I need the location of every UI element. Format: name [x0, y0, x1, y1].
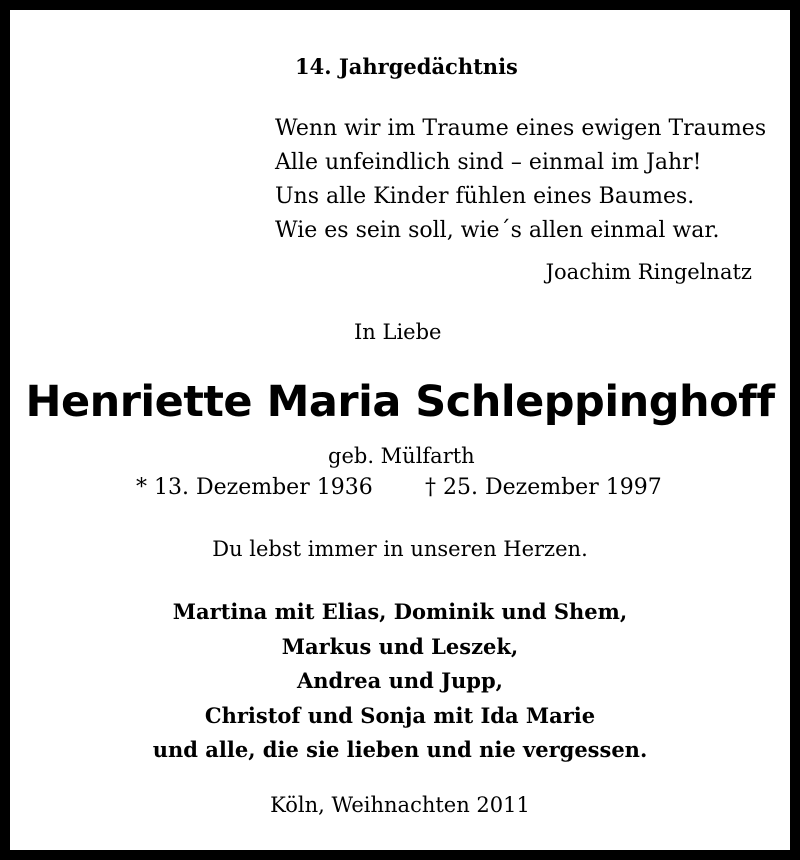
- in-love-phrase: In Liebe: [354, 320, 442, 344]
- poem-line: Uns alle Kinder fühlen eines Baumes.: [275, 184, 695, 209]
- anniversary-heading: 14. Jahrgedächtnis: [295, 54, 518, 79]
- poem-line: Alle unfeindlich sind – einmal im Jahr!: [275, 150, 702, 175]
- poem-line: Wenn wir im Traume eines ewigen Traumes: [275, 116, 767, 141]
- place-and-date: Köln, Weihnachten 2011: [270, 793, 530, 817]
- poem-author: Joachim Ringelnatz: [545, 260, 752, 284]
- deceased-name: Henriette Maria Schleppinghoff: [25, 377, 775, 427]
- mourner-line: Martina mit Elias, Dominik und Shem,: [172, 599, 628, 624]
- mourner-line: und alle, die sie lieben und nie vergessen.: [152, 737, 648, 762]
- memorial-motto: Du lebst immer in unseren Herzen.: [212, 537, 588, 561]
- birth-date: * 13. Dezember 1936: [136, 475, 373, 500]
- maiden-name: geb. Mülfarth: [328, 444, 475, 468]
- mourner-line: Andrea und Jupp,: [296, 668, 503, 693]
- mourners-list: [10, 595, 790, 768]
- mourner-line: Christof und Sonja mit Ida Marie: [204, 702, 596, 728]
- mourner-line: Markus und Leszek,: [281, 633, 519, 659]
- poem-line: Wie es sein soll, wie´s allen einmal war.: [275, 218, 720, 243]
- death-date: † 25. Dezember 1997: [425, 475, 662, 500]
- poem: [275, 112, 766, 248]
